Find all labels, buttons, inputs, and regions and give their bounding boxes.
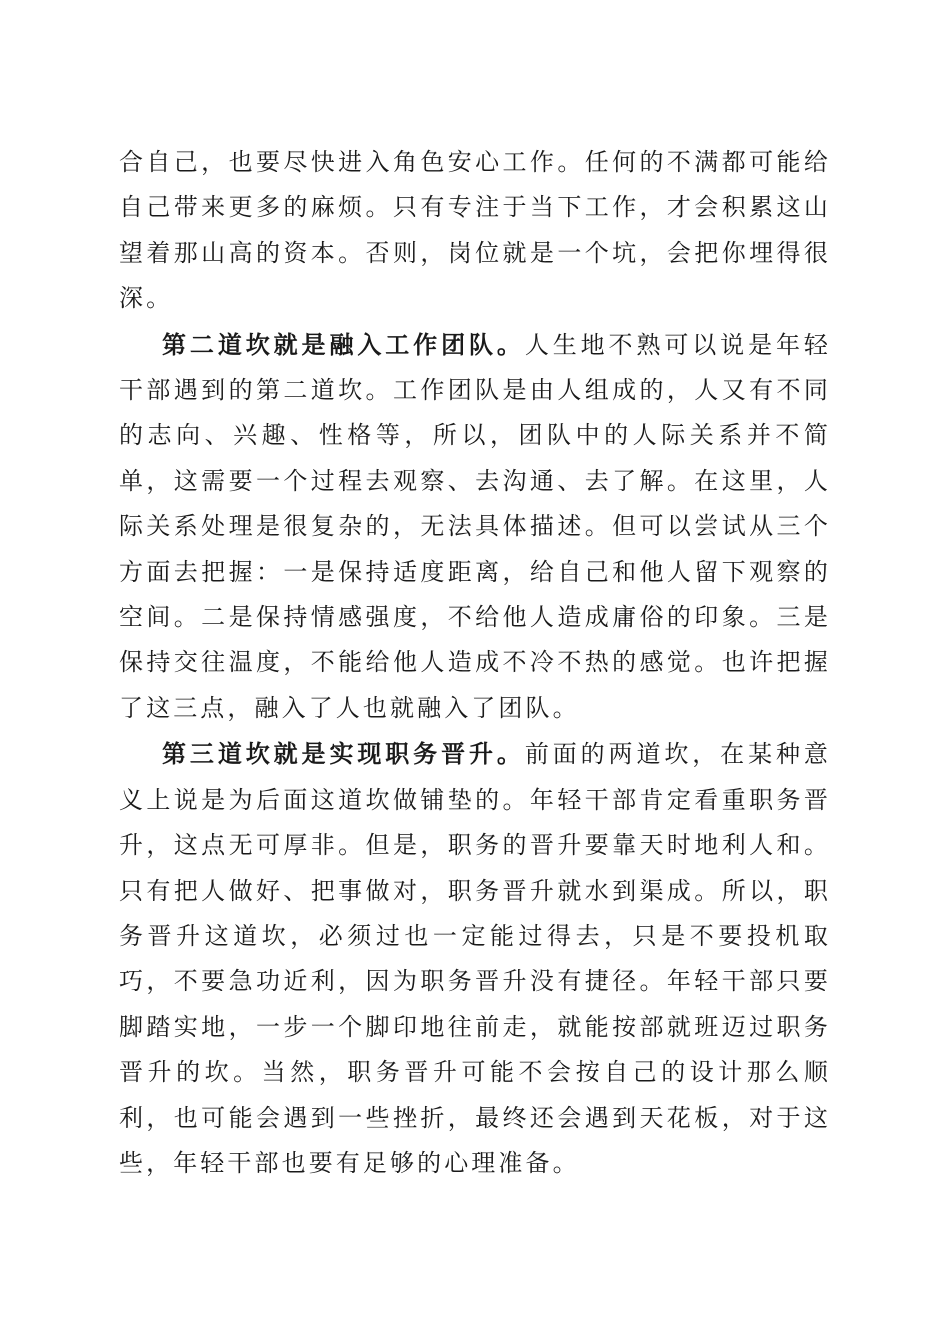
paragraph-text: 合自己，也要尽快进入角色安心工作。任何的不满都可能给自己带来更多的麻烦。只有专注于当下工作，才会积累这山望着那山高的资本。否则，岗位就是一个坑，会把你埋得很深。 [119,148,831,313]
paragraph-lead-heading: 第二道坎就是融入工作团队。 [162,329,525,359]
paragraph-text: 人生地不熟可以说是年轻干部遇到的第二道坎。工作团队是由人组成的，人又有不同的志向、兴趣、性格等，所以，团队中的人际关系并不简单，这需要一个过程去观察、去沟通、去了解。在这里，人际关系处理是很复杂的，无法具体描述。但可以尝试从三个方面去把握：一是保持适度距离，给自己和他人留下观察的空间。二是保持情感强度，不给他人造成庸俗的印象。三是保持交往温度，不能给他人造成不冷不热的感觉。也许把握了这三点，融入了人也就融入了团队。 [119,330,831,722]
paragraph-third-hurdle [119,731,831,1186]
paragraph-text: 前面的两道坎，在某种意义上说是为后面这道坎做铺垫的。年轻干部肯定看重职务晋升，这点无可厚非。但是，职务的晋升要靠天时地利人和。只有把人做好、把事做对，职务晋升就水到渠成。所以，职务晋升这道坎，必须过也一定能过得去，只是不要投机取巧，不要急功近利，因为职务晋升没有捷径。年轻干部只要脚踏实地，一步一个脚印地往前走，就能按部就班迈过职务晋升的坎。当然，职务晋升可能不会按自己的设计那么顺利，也可能会遇到一些挫折，最终还会遇到天花板，对于这些，年轻干部也要有足够的心理准备。 [119,740,831,1177]
document-body [119,140,831,1186]
paragraph-continuation [119,140,831,322]
paragraph-second-hurdle [119,322,831,732]
paragraph-lead-heading: 第三道坎就是实现职务晋升。 [162,739,525,769]
